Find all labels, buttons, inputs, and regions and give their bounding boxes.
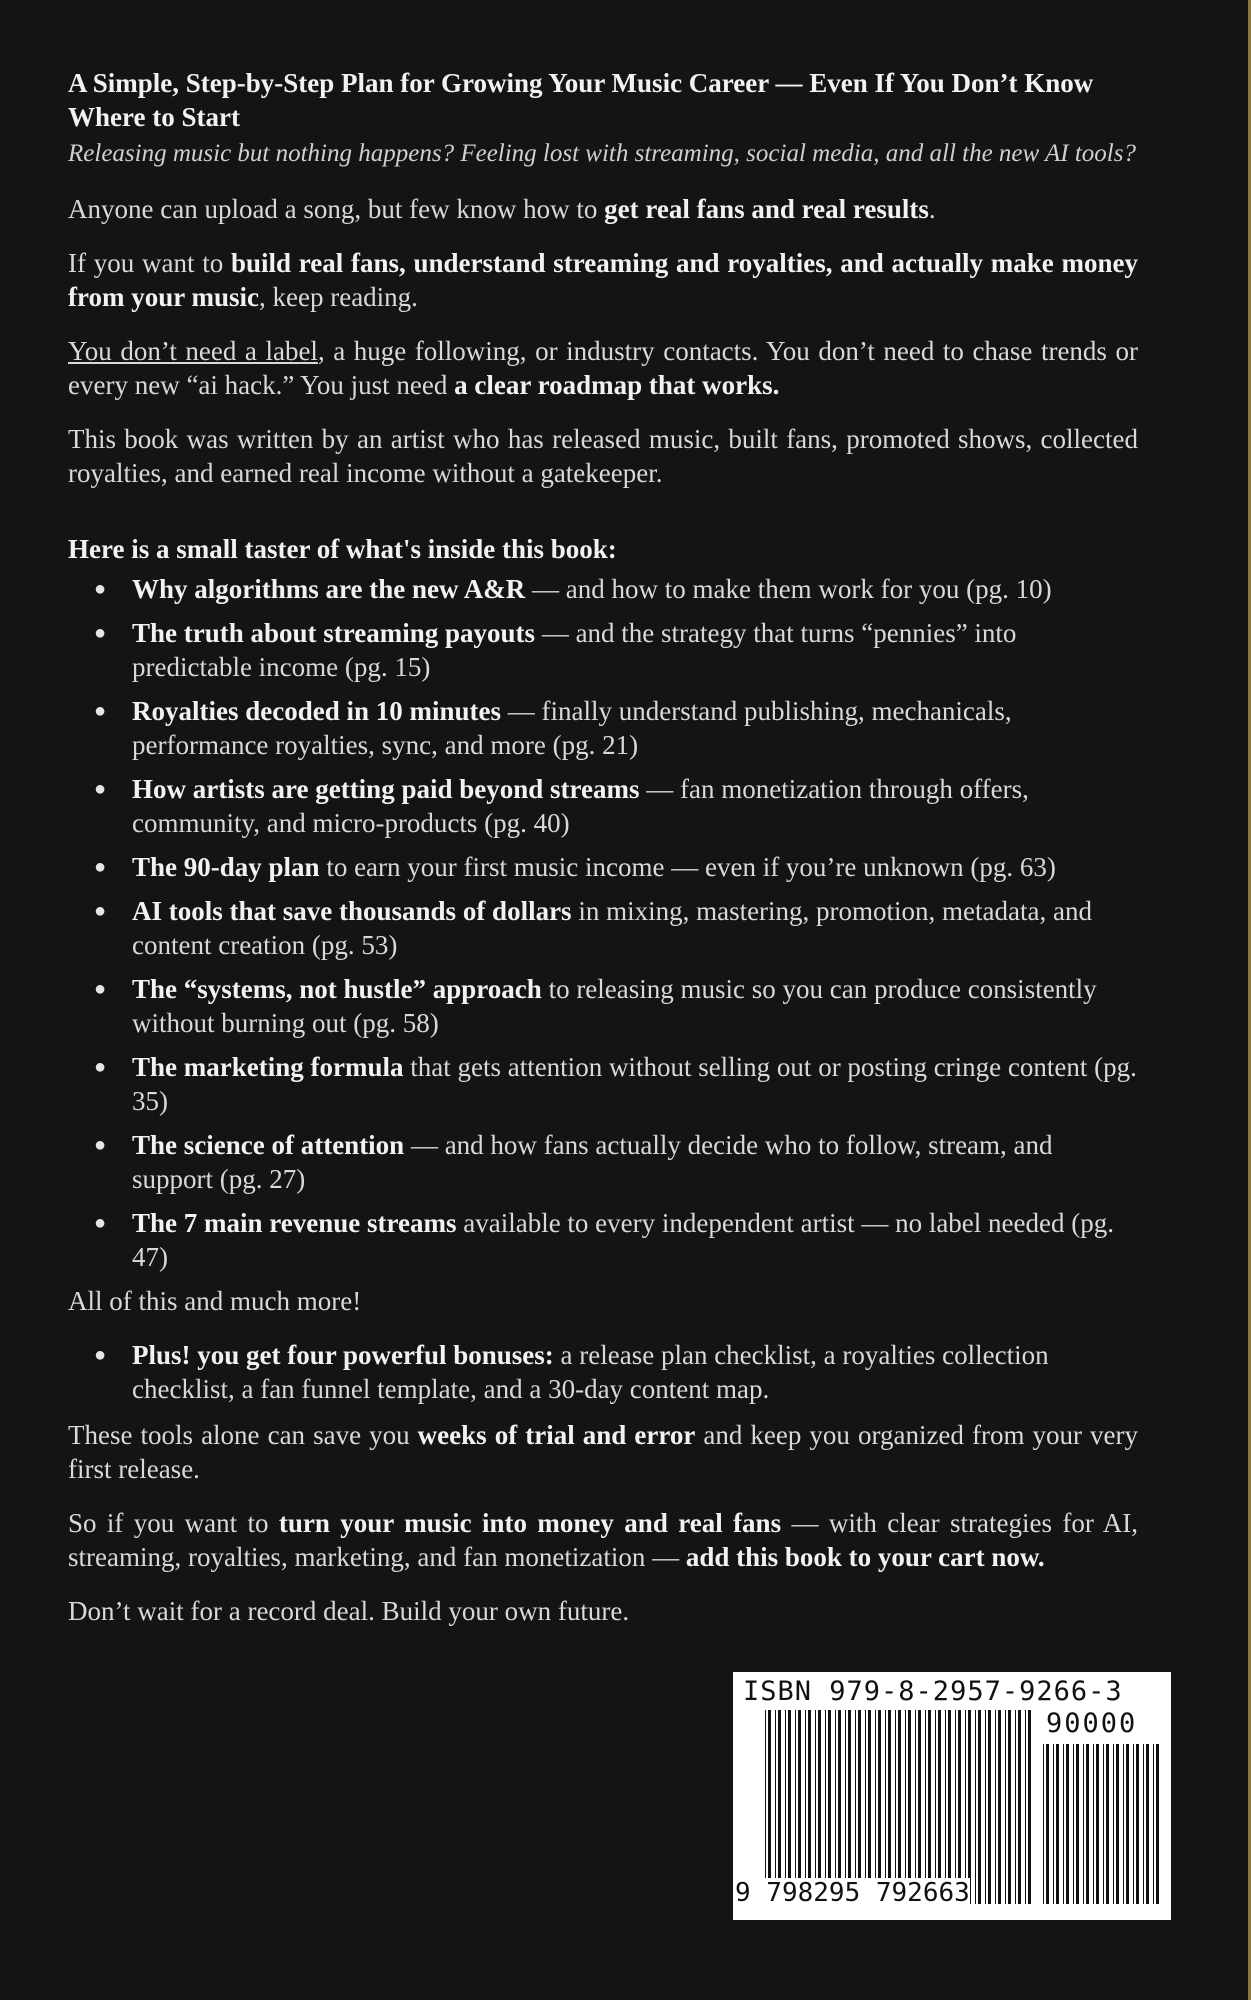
feature-item bbox=[68, 694, 1138, 762]
feature-list bbox=[68, 572, 1138, 1274]
text: Anyone can upload a song, but few know how to bbox=[68, 194, 605, 224]
barcode-bar bbox=[888, 1710, 891, 1904]
feature-item bbox=[68, 972, 1138, 1040]
emphasis: turn your music into money and real fans bbox=[278, 1508, 782, 1538]
feature-item bbox=[68, 1128, 1138, 1196]
barcode-bar bbox=[865, 1710, 866, 1904]
feature-description: — and the strategy that turns “pennies” into predictable income (pg. 15) bbox=[132, 618, 1017, 682]
feature-item bbox=[68, 572, 1138, 606]
barcode-bar bbox=[1146, 1744, 1149, 1904]
barcode-bar bbox=[878, 1710, 881, 1904]
author-paragraph: This book was written by an artist who has released music, built fans, promoted shows, collected royalties, and earned real income without a gatekeeper. bbox=[68, 424, 1138, 488]
feature-title: The truth about streaming payouts bbox=[132, 618, 536, 648]
barcode-bar bbox=[1153, 1744, 1154, 1904]
feature-title: The 7 main revenue streams bbox=[132, 1208, 457, 1238]
ean-digits: 9 798295 792663 bbox=[735, 1878, 970, 1908]
feature-description: — and how to make them work for you (pg. 10) bbox=[525, 574, 1052, 604]
feature-title: The marketing formula bbox=[132, 1052, 404, 1082]
barcode-bar bbox=[1043, 1744, 1044, 1904]
barcode-bar bbox=[775, 1710, 776, 1904]
barcode-bar bbox=[1018, 1710, 1021, 1904]
text: , keep reading. bbox=[259, 282, 418, 312]
feature-title: The science of attention bbox=[132, 1130, 405, 1160]
barcode-bar bbox=[805, 1710, 806, 1904]
feature-description: available to every independent artist — no label needed (pg. 47) bbox=[132, 1208, 1114, 1272]
barcode-bar bbox=[988, 1710, 991, 1904]
emphasis: Plus! you get four powerful bonuses: bbox=[132, 1340, 554, 1370]
barcode-bar bbox=[965, 1710, 966, 1904]
subheadline: Releasing music but nothing happens? Feeling lost with streaming, social media, and all the new AI tools? bbox=[68, 140, 1136, 167]
emphasis: get real fans and real results bbox=[604, 194, 929, 224]
feature-title: Why algorithms are the new A&R bbox=[132, 574, 526, 604]
feature-item bbox=[68, 1050, 1138, 1118]
barcode-bar bbox=[1136, 1744, 1139, 1904]
barcode-bar bbox=[1056, 1744, 1059, 1904]
feature-item bbox=[68, 616, 1138, 684]
barcode-bar bbox=[905, 1710, 906, 1904]
barcode-bar bbox=[835, 1710, 836, 1904]
feature-item bbox=[68, 772, 1138, 840]
barcode-bar bbox=[968, 1710, 971, 1904]
intro-paragraph-1 bbox=[68, 192, 1138, 226]
barcode-bar bbox=[1143, 1744, 1144, 1904]
feature-title: AI tools that save thousands of dollars bbox=[132, 896, 572, 926]
barcode-bar bbox=[978, 1710, 981, 1904]
barcode-bar bbox=[855, 1710, 856, 1904]
barcode-bar bbox=[875, 1710, 876, 1904]
barcode-bar bbox=[1126, 1744, 1129, 1904]
barcode-bar bbox=[935, 1710, 936, 1904]
barcode-bar bbox=[768, 1710, 771, 1904]
barcode-bar bbox=[825, 1710, 826, 1904]
barcode-bar bbox=[955, 1710, 956, 1904]
feature-item bbox=[68, 1206, 1138, 1274]
barcode-bar bbox=[958, 1710, 961, 1904]
barcode-bar bbox=[765, 1710, 766, 1904]
barcode-bar bbox=[1063, 1744, 1064, 1904]
emphasis: build real fans, understand streaming and royalties, and actually make money from your music bbox=[68, 248, 1139, 312]
barcode-bar bbox=[1083, 1744, 1084, 1904]
barcode-bar bbox=[995, 1710, 996, 1904]
barcode-bar bbox=[1005, 1710, 1006, 1904]
feature-description: — and how fans actually decide who to follow, stream, and support (pg. 27) bbox=[132, 1130, 1053, 1194]
barcode-bar bbox=[1073, 1744, 1074, 1904]
barcode-bar bbox=[778, 1710, 781, 1904]
feature-description: — finally understand publishing, mechanicals, performance royalties, sync, and more (pg. 21) bbox=[132, 696, 1012, 760]
text: So if you want to bbox=[68, 1508, 279, 1538]
barcode-bar bbox=[798, 1710, 801, 1904]
barcode-bar bbox=[868, 1710, 871, 1904]
more-line: All of this and much more! bbox=[68, 1286, 362, 1316]
barcode-bar bbox=[918, 1710, 921, 1904]
barcode-bar bbox=[1116, 1744, 1119, 1904]
barcode-bar bbox=[898, 1710, 901, 1904]
feature-title: Royalties decoded in 10 minutes bbox=[132, 696, 502, 726]
feature-item bbox=[68, 894, 1138, 962]
barcode-bar bbox=[1103, 1744, 1104, 1904]
barcode-bar bbox=[985, 1710, 986, 1904]
feature-description: to earn your first music income — even if you’re unknown (pg. 63) bbox=[319, 852, 1056, 882]
isbn-barcode bbox=[733, 1672, 1171, 1920]
emphasis: weeks of trial and error bbox=[417, 1420, 696, 1450]
feature-title: The 90-day plan bbox=[132, 852, 320, 882]
barcode-bar bbox=[915, 1710, 916, 1904]
barcode-bar bbox=[928, 1710, 931, 1904]
barcode-bar bbox=[925, 1710, 926, 1904]
intro-paragraph-3 bbox=[68, 334, 1138, 402]
barcode-bar bbox=[838, 1710, 841, 1904]
feature-description: — fan monetization through offers, community, and micro-products (pg. 40) bbox=[132, 774, 1029, 838]
bonus-list bbox=[68, 1338, 1138, 1406]
barcode-bar bbox=[908, 1710, 911, 1904]
barcode-bar bbox=[848, 1710, 851, 1904]
text: a release plan checklist, a royalties collection checklist, a fan funnel template, and a 30-day content map. bbox=[132, 1340, 1049, 1404]
headline: A Simple, Step-by-Step Plan for Growing Your Music Career — Even If You Don’t Know Where to Start bbox=[68, 68, 1094, 132]
text: . bbox=[928, 194, 936, 224]
barcode-bar bbox=[1015, 1710, 1016, 1904]
barcode-bar bbox=[795, 1710, 796, 1904]
feature-description: in mixing, mastering, promotion, metadata, and content creation (pg. 53) bbox=[132, 896, 1092, 960]
barcode-bar bbox=[945, 1710, 946, 1904]
barcode-bar bbox=[845, 1710, 846, 1904]
barcode-bar bbox=[1046, 1744, 1049, 1904]
barcode-bar bbox=[1096, 1744, 1099, 1904]
barcode-bar bbox=[858, 1710, 861, 1904]
bonus-item bbox=[68, 1338, 1138, 1406]
intro-paragraph-2 bbox=[68, 246, 1138, 314]
barcode-bar bbox=[1066, 1744, 1069, 1904]
barcode-bar bbox=[788, 1710, 791, 1904]
back-cover-text bbox=[68, 66, 1138, 1628]
emphasis: a clear roadmap that works. bbox=[454, 370, 780, 400]
barcode-bar bbox=[998, 1710, 1001, 1904]
text: , a huge following, or industry contacts. You don’t need to chase trends or every new “ai hack.” You just need bbox=[68, 336, 1138, 400]
barcode-bar bbox=[885, 1710, 886, 1904]
barcode-bar bbox=[818, 1710, 821, 1904]
text: These tools alone can save you bbox=[68, 1420, 418, 1450]
barcode-bar bbox=[975, 1710, 976, 1904]
tools-paragraph bbox=[68, 1418, 1138, 1486]
barcode-bar bbox=[815, 1710, 816, 1904]
barcode-bar bbox=[1053, 1744, 1054, 1904]
cta-paragraph bbox=[68, 1506, 1138, 1574]
barcode-bar bbox=[1156, 1744, 1159, 1904]
text: — with clear strategies for AI, streaming, royalties, marketing, and fan monetization — bbox=[68, 1508, 1138, 1572]
barcode-bar bbox=[1093, 1744, 1094, 1904]
barcode-bar bbox=[895, 1710, 896, 1904]
feature-item bbox=[68, 850, 1138, 884]
feature-description: to releasing music so you can produce consistently without burning out (pg. 58) bbox=[132, 974, 1097, 1038]
barcode-bar bbox=[948, 1710, 951, 1904]
barcode-bar bbox=[1028, 1710, 1031, 1904]
barcode-bar bbox=[1123, 1744, 1124, 1904]
barcode-bar bbox=[1106, 1744, 1109, 1904]
feature-title: The “systems, not hustle” approach bbox=[132, 974, 542, 1004]
feature-title: How artists are getting paid beyond streams bbox=[132, 774, 640, 804]
barcode-bar bbox=[828, 1710, 831, 1904]
barcode-bar bbox=[1008, 1710, 1011, 1904]
barcode-bar bbox=[785, 1710, 786, 1904]
barcode-bar bbox=[1113, 1744, 1114, 1904]
barcode-bar bbox=[1086, 1744, 1089, 1904]
price-code: 90000 bbox=[1046, 1708, 1138, 1739]
underlined-text: You don’t need a label bbox=[68, 336, 318, 366]
barcode-bar bbox=[1076, 1744, 1079, 1904]
isbn-label: ISBN 979-8-2957-9266-3 bbox=[743, 1676, 1123, 1707]
emphasis: add this book to your cart now. bbox=[685, 1542, 1045, 1572]
barcode-bar bbox=[808, 1710, 811, 1904]
closing-line: Don’t wait for a record deal. Build your own future. bbox=[68, 1596, 630, 1626]
text: If you want to bbox=[68, 248, 231, 278]
text: and keep you organized from your very first release. bbox=[68, 1420, 1138, 1484]
barcode-bar bbox=[938, 1710, 941, 1904]
barcode-bar bbox=[1133, 1744, 1134, 1904]
feature-description: that gets attention without selling out or posting cringe content (pg. 35) bbox=[132, 1052, 1137, 1116]
barcode-bar bbox=[1025, 1710, 1026, 1904]
taster-title: Here is a small taster of what's inside this book: bbox=[68, 534, 617, 564]
